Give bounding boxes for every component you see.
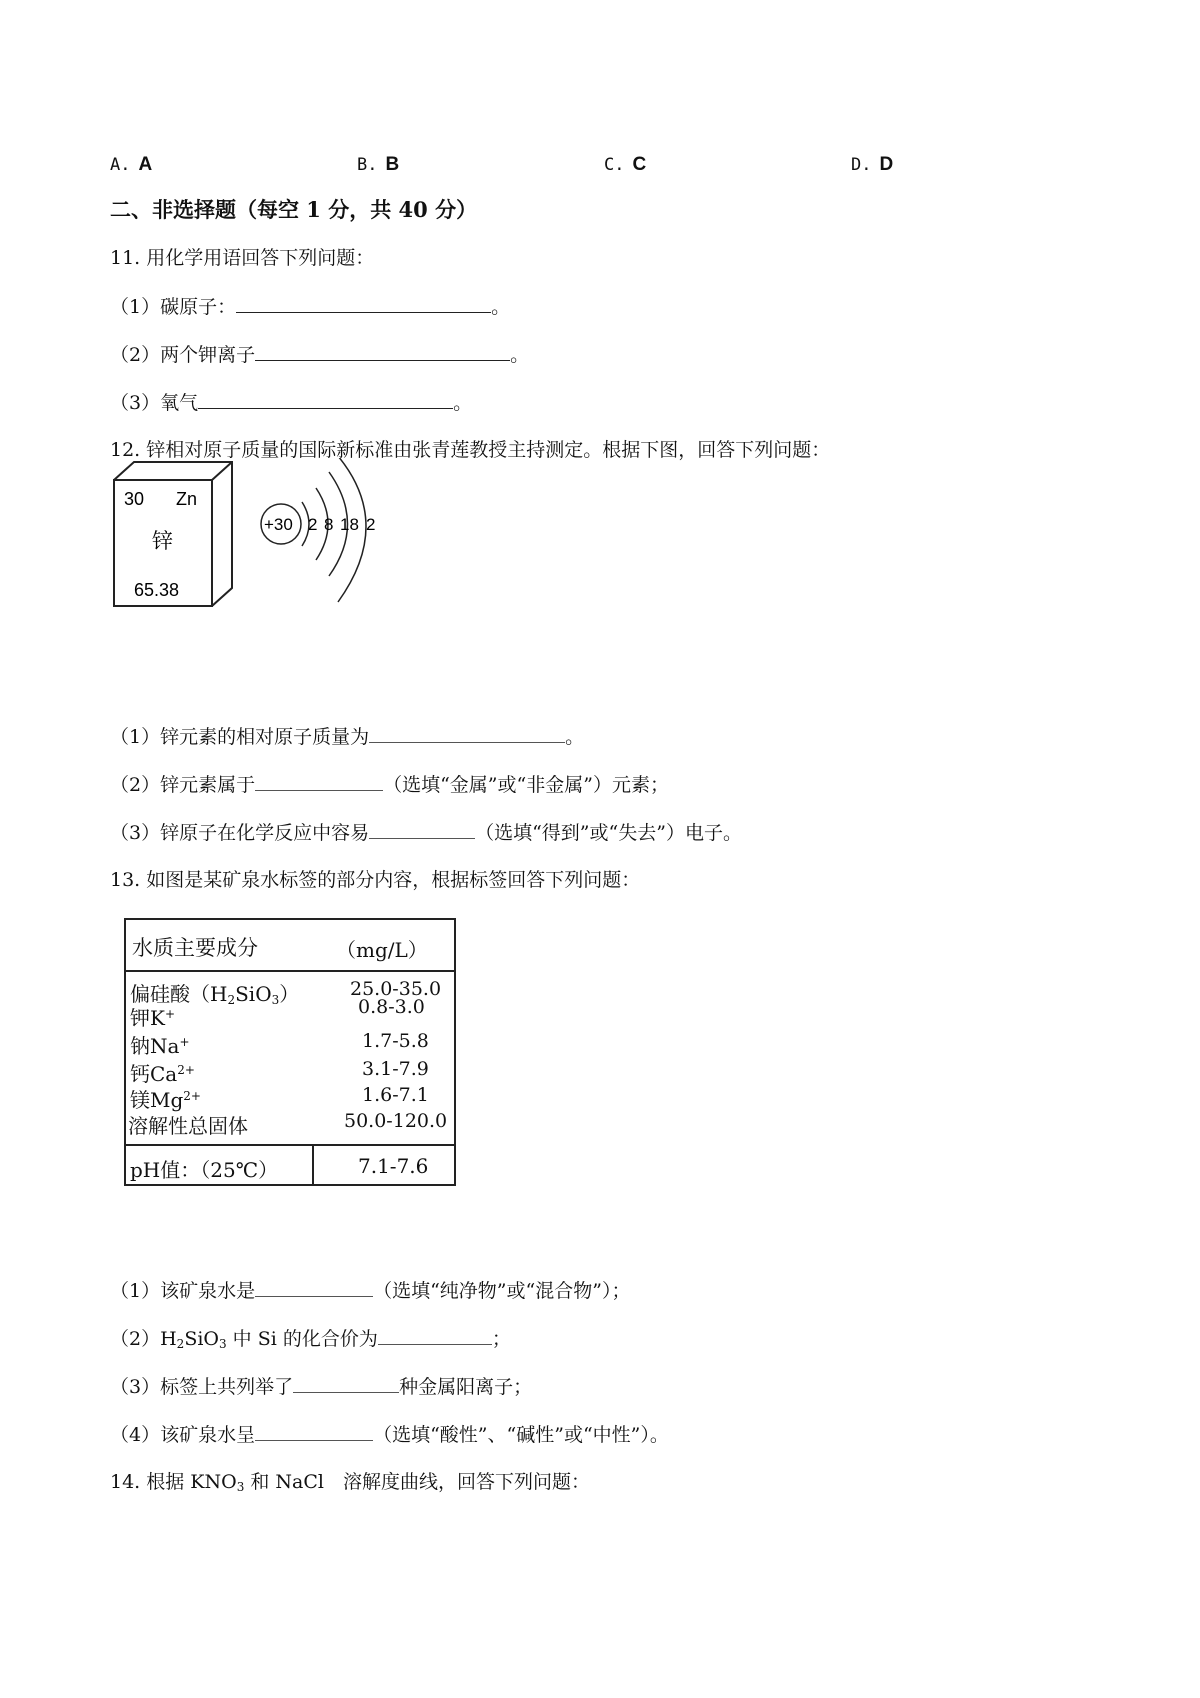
component-name — [130, 1084, 201, 1113]
subscript: 2 — [227, 993, 236, 1007]
superscript: 2+ — [177, 1063, 195, 1077]
answer-blank[interactable] — [198, 388, 453, 409]
option-c[interactable] — [604, 150, 646, 179]
answer-blank[interactable] — [369, 818, 475, 839]
superscript: + — [164, 1007, 176, 1021]
item-end: 种金属阳离子； — [399, 1376, 533, 1398]
shell-count-1: 2 — [308, 515, 318, 534]
shell-count-3: 18 — [340, 515, 359, 534]
item-label: （1）锌元素的相对原子质量为 — [110, 726, 370, 748]
name-text: 钙Ca — [130, 1062, 178, 1086]
footer-left: pH值：（25℃） — [130, 1158, 279, 1182]
superscript: + — [179, 1035, 190, 1049]
component-name — [130, 1058, 195, 1087]
stem-text: 14. 根据 KNO — [110, 1471, 237, 1493]
q14-stem — [110, 1468, 590, 1501]
answer-blank[interactable] — [369, 722, 565, 743]
answer-blank[interactable] — [378, 1324, 492, 1345]
stem-text: 和 NaCl 溶解度曲线，回答下列问题： — [244, 1471, 590, 1493]
name-text: 偏硅酸（H — [130, 982, 228, 1006]
component-value: 1.6-7.1 — [362, 1084, 429, 1106]
option-a[interactable] — [110, 150, 152, 179]
item-label: （4）该矿泉水呈 — [110, 1424, 256, 1446]
item-end: 。 — [453, 392, 473, 414]
item-label: 中 Si 的化合价为 — [226, 1328, 378, 1350]
table-row — [126, 996, 454, 1030]
answer-blank[interactable] — [255, 1420, 373, 1441]
name-text: 钠Na — [130, 1034, 180, 1058]
item-end: （选填“金属”或“非金属”）元素； — [383, 774, 669, 796]
q11-item-3 — [110, 388, 472, 417]
name-text: ） — [279, 982, 300, 1006]
option-b[interactable] — [357, 150, 399, 179]
component-name — [130, 1030, 190, 1059]
q13-item-2 — [110, 1324, 511, 1358]
option-letter: C. — [604, 155, 625, 175]
answer-blank[interactable] — [255, 770, 383, 791]
item-label: （2）H — [110, 1328, 177, 1350]
answer-blank[interactable] — [236, 292, 491, 313]
subscript: 3 — [271, 993, 280, 1007]
q11-item-2 — [110, 340, 529, 369]
name-text: 镁Mg — [130, 1088, 184, 1112]
component-value: 3.1-7.9 — [362, 1058, 429, 1080]
shell-count-2: 8 — [324, 515, 334, 534]
component-name: 溶解性总固体 — [128, 1114, 248, 1138]
item-end: （选填“得到”或“失去”）电子。 — [475, 822, 742, 844]
q13-item-4 — [110, 1420, 669, 1449]
q13-item-1 — [110, 1276, 630, 1305]
component-value: 50.0-120.0 — [344, 1110, 448, 1132]
footer-right: 7.1-7.6 — [358, 1154, 429, 1178]
name-text: SiO — [235, 982, 272, 1006]
component-name — [130, 1002, 175, 1031]
table-row — [126, 1084, 454, 1110]
atomic-number: 30 — [124, 489, 145, 509]
option-value: B — [385, 154, 400, 175]
item-label: （2）两个钾离子 — [110, 344, 256, 366]
option-value: D — [879, 154, 894, 175]
option-letter: D. — [851, 155, 872, 175]
header-left: 水质主要成分 — [132, 936, 258, 960]
q13-stem: 13. 如图是某矿泉水标签的部分内容，根据标签回答下列问题： — [110, 869, 641, 891]
component-value: 25.0-35.0 — [350, 978, 442, 1000]
table-row — [126, 1030, 454, 1056]
shell-count-4: 2 — [366, 515, 376, 534]
q12-item-2 — [110, 770, 669, 799]
header-right: （mg/L） — [336, 938, 428, 962]
table-header — [126, 920, 454, 972]
option-d[interactable] — [851, 150, 893, 179]
item-end: （选填“纯净物”或“混合物”）； — [373, 1280, 631, 1302]
component-value: 1.7-5.8 — [362, 1030, 429, 1052]
item-label: （2）锌元素属于 — [110, 774, 256, 796]
item-label: （1）该矿泉水是 — [110, 1280, 256, 1302]
item-label: （3）氧气 — [110, 392, 199, 414]
option-letter: B. — [357, 155, 378, 175]
item-end: （选填“酸性”、“碱性”或“中性”）。 — [373, 1424, 669, 1446]
component-value: 0.8-3.0 — [358, 996, 425, 1018]
q12-stem: 12. 锌相对原子质量的国际新标准由张青莲教授主持测定。根据下图，回答下列问题： — [110, 439, 831, 461]
element-symbol: Zn — [176, 489, 198, 509]
q11-stem: 11. 用化学用语回答下列问题： — [110, 247, 375, 269]
item-end: 。 — [565, 726, 585, 748]
name-text: 钾K — [130, 1006, 165, 1030]
q11-item-1 — [110, 292, 510, 321]
item-label: （3）锌原子在化学反应中容易 — [110, 822, 370, 844]
section-title: 二、非选择题（每空 1 分，共 40 分） — [110, 197, 478, 222]
q12-item-1 — [110, 722, 584, 751]
atomic-mass: 65.38 — [134, 580, 180, 600]
option-letter: A. — [110, 155, 131, 175]
q12-item-3 — [110, 818, 742, 847]
subscript: 2 — [176, 1337, 185, 1351]
table-row — [126, 1110, 454, 1136]
table-footer — [126, 1144, 454, 1186]
answer-blank[interactable] — [255, 1276, 373, 1297]
nucleus-charge: +30 — [264, 515, 293, 534]
item-label: SiO — [184, 1328, 219, 1350]
item-end: ； — [491, 1328, 511, 1350]
answer-blank[interactable] — [293, 1372, 399, 1393]
item-end: 。 — [491, 296, 511, 318]
option-value: C — [632, 154, 647, 175]
item-label: （1）碳原子： — [110, 296, 237, 318]
element-name: 锌 — [152, 529, 173, 553]
item-end: 。 — [510, 344, 530, 366]
item-label: （3）标签上共列举了 — [110, 1376, 294, 1398]
mineral-water-label-table — [124, 918, 456, 1186]
zinc-element-figure — [104, 458, 424, 618]
option-value: A — [138, 154, 153, 175]
answer-blank[interactable] — [255, 340, 510, 361]
subscript: 3 — [218, 1337, 227, 1351]
table-row — [126, 1058, 454, 1084]
superscript: 2+ — [183, 1089, 201, 1103]
footer-divider — [312, 1146, 314, 1186]
subscript: 3 — [236, 1480, 245, 1494]
q13-item-3 — [110, 1372, 532, 1401]
